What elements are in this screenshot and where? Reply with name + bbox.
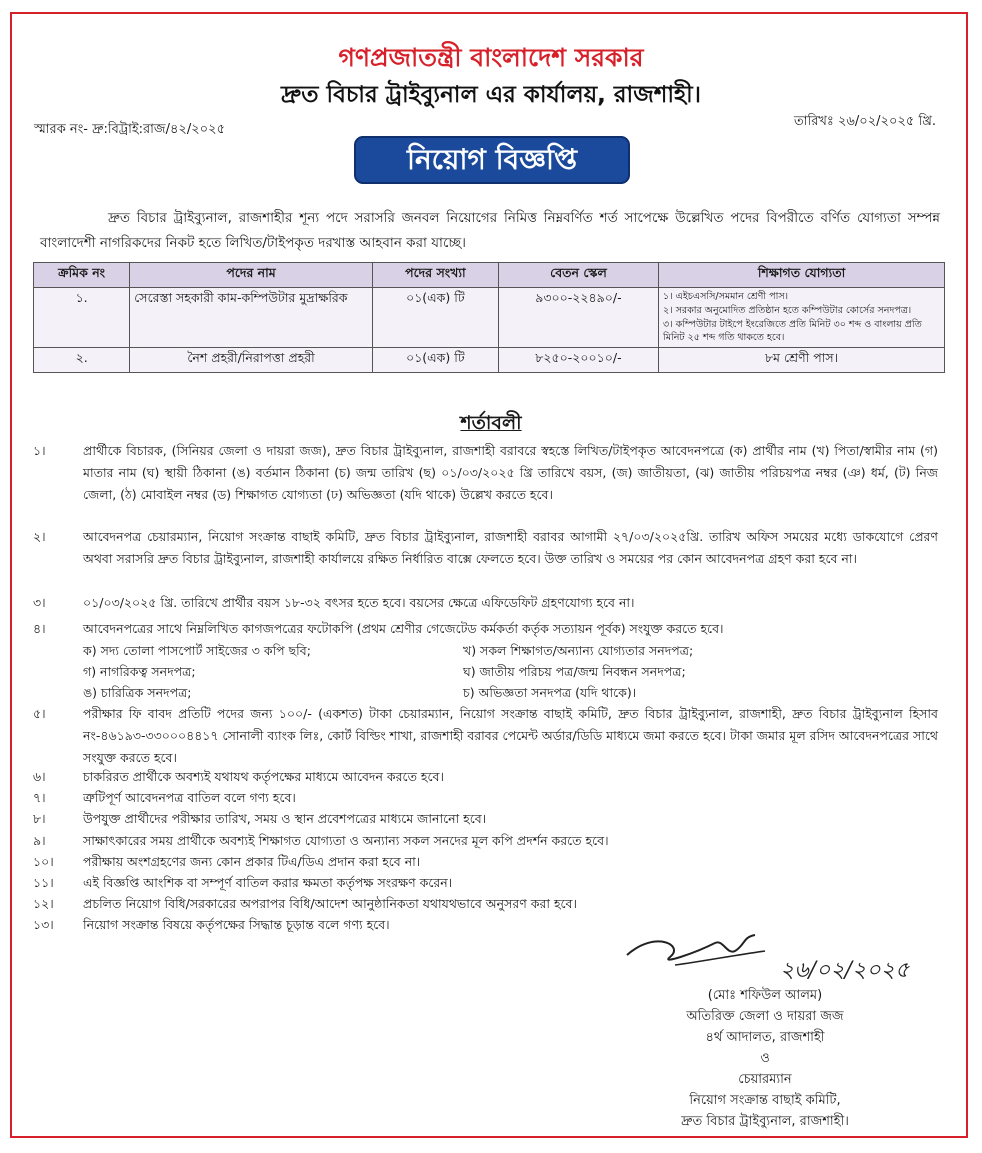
memo-number: স্মারক নং- দ্রু:বিট্রাই:রাজ/৪২/২০২৫ [34, 122, 226, 137]
document-item: খ) সকল শিক্ষাগত/অন্যান্য যোগ্যতার সনদপত্র; [463, 643, 694, 658]
condition-text: ০১/০৩/২০২৫ খ্রি. তারিখে প্রার্থীর বয়স ১৮-৩২ বৎসর হতে হবে। বয়সের ক্ষেত্রে এফিডেফিট গ্রহণযোগ্য হবে না। [83, 595, 635, 610]
condition-item [33, 851, 938, 873]
condition-item [33, 440, 938, 506]
row-serial: ১. [34, 288, 130, 348]
row-post-name: নৈশ প্রহরী/নিরাপত্তা প্রহরী [130, 348, 373, 373]
signatory-conjunction: ও [760, 1051, 770, 1066]
conditions-heading: শর্তাবলী [460, 412, 522, 434]
condition-number: ৯। [33, 833, 46, 848]
condition-item [33, 872, 938, 894]
condition-number: ১৩। [33, 917, 54, 932]
condition-item [33, 592, 938, 614]
header-post-count: পদের সংখ্যা [372, 263, 498, 288]
condition-text: চাকরিরত প্রার্থীকে অবশ্যই যথাযথ কর্তৃপক্ষের মাধ্যমে আবেদন করতে হবে। [83, 769, 444, 784]
condition-number: ৪। [33, 621, 46, 636]
row-post-count: ০১(এক) টি [372, 348, 498, 373]
condition-item [33, 893, 938, 915]
header-pay-scale: বেতন স্কেল [498, 263, 658, 288]
notice-date: তারিখঃ ২৬/০২/২০২৫ খ্রি. [793, 114, 936, 129]
signatory-role: চেয়ারম্যান [738, 1072, 792, 1087]
header-serial: ক্রমিক নং [34, 263, 130, 288]
required-documents [83, 640, 938, 703]
notice-banner: নিয়োগ বিজ্ঞপ্তি [354, 136, 630, 184]
condition-item [33, 808, 938, 830]
office-title: দ্রুত বিচার ট্রাইব্যুনাল এর কার্যালয়, রাজশাহী। [281, 82, 701, 108]
row-pay-scale: ৯৩০০-২২৪৯০/- [498, 288, 658, 348]
condition-text: পরীক্ষার ফি বাবদ প্রতিটি পদের জন্য ১০০/- (একশত) টাকা চেয়ারম্যান, নিয়োগ সংক্রান্ত বাছাই কমিটি, দ্রুত বিচার ট্রাইব্যুনাল, রাজশাহী, দ্রুত বিচার ট্রাইব্যুনাল হিসাব নং-৪৬১৯৩-৩৩০০০৪৪১৭ সোনালী ব্যাংক লিঃ, কোর্ট বিল্ডিং শাখা, রাজশাহী বরাবর পেমেন্ট অর্ডার/ডিডি মাধ্যমে জমা করতে হবে। টাকা জমার মূল রসিদ আবেদনপত্রের সাথে সংযুক্ত করতে হবে। [83, 706, 938, 765]
signatory-court: ৪র্থ আদালত, রাজশাহী [705, 1030, 825, 1045]
row-qualification: ৮ম শ্রেণী পাস। [659, 348, 945, 373]
condition-text: পরীক্ষায় অংশগ্রহণের জন্য কোন প্রকার টিএ/ডিএ প্রদান করা হবে না। [83, 854, 421, 869]
condition-item [33, 618, 938, 703]
row-post-count: ০১(এক) টি [372, 288, 498, 348]
signatory-name: (মোঃ শফিউল আলম) [707, 988, 823, 1003]
document-item: ঘ) জাতীয় পরিচয় পত্র/জন্ম নিবন্ধন সনদপত্র; [463, 664, 686, 679]
condition-number: ৮। [33, 811, 46, 826]
row-serial: ২. [34, 348, 130, 373]
qualification-item: ২। সরকার অনুমোদিত প্রতিষ্ঠান হতে কম্পিউটার কোর্সের সনদপত্র। [663, 305, 912, 316]
qualification-item: ১। এইচএসসি/সমমান শ্রেণী পাস। [663, 291, 788, 302]
signature-date: ২৬/০২/২০২৫ [780, 958, 910, 983]
condition-text: সাক্ষাৎকারের সময় প্রার্থীকে অবশ্যই শিক্ষাগত যোগ্যতা ও অন্যান্য সকল সনদের মূল কপি প্রদর্শন করতে হবে। [83, 833, 609, 848]
row-pay-scale: ৮২৫০-২০০১০/- [498, 348, 658, 373]
signatory-committee: নিয়োগ সংক্রান্ত বাছাই কমিটি, [689, 1093, 841, 1108]
qualification-item: ৩। কম্পিউটার টাইপে ইংরেজিতে প্রতি মিনিট ৩০ শব্দ ও বাংলায় প্রতি মিনিট ২৫ শব্দ গতি থাকতে হবে। [663, 319, 922, 343]
condition-number: ৫। [33, 706, 46, 721]
condition-item [33, 526, 938, 570]
condition-number: ১২। [33, 896, 54, 911]
condition-text: আবেদনপত্র চেয়ারম্যান, নিয়োগ সংক্রান্ত বাছাই কমিটি, দ্রুত বিচার ট্রাইব্যুনাল, রাজশাহী বরাবর আগামী ২৭/০৩/২০২৫খ্রি. তারিখ অফিস সময়ের মধ্যে ডাকযোগে প্রেরণ অথবা সরাসরি দ্রুত বিচার ট্রাইব্যুনাল, রাজশাহী কার্যালয়ে রক্ষিত নির্ধারিত বাক্সে ফেলতে হবে। উক্ত তারিখ ও সময়ের পর কোন আবেদনপত্র গ্রহণ করা হবে না। [83, 529, 938, 566]
signatory-office: দ্রুত বিচার ট্রাইব্যুনাল, রাজশাহী। [681, 1114, 849, 1129]
header-qualification: শিক্ষাগত যোগ্যতা [659, 263, 945, 288]
condition-text: প্রার্থীকে বিচারক, (সিনিয়র জেলা ও দায়রা জজ), দ্রুত বিচার ট্রাইব্যুনাল, রাজশাহী বরাবরে স্বহস্তে লিখিত/টাইপকৃত আবেদনপত্রে (ক) প্রার্থীর নাম (খ) পিতা/স্বামীর নাম (গ) মাতার নাম (ঘ) স্থায়ী ঠিকানা (ঙ) বর্তমান ঠিকানা (চ) জন্ম তারিখ (ছ) ০১/০৩/২০২৫ খ্রি তারিখে বয়স, (জ) জাতীয়তা, (ঝ) জাতীয় পরিচয়পত্র নম্বর (ঞ) ধর্ম, (ট) নিজ জেলা, (ঠ) মোবাইল নম্বর (ড) শিক্ষাগত যোগ্যতা (ঢ) অভিজ্ঞতা (যদি থাকে) উল্লেখ করতে হবে। [83, 443, 938, 502]
table-row [34, 348, 945, 373]
row-post-name: সেরেস্তা সহকারী কাম-কম্পিউটার মুদ্রাক্ষরিক [130, 288, 373, 348]
row-qualification [659, 288, 945, 348]
document-item: গ) নাগরিকত্ব সনদপত্র; [83, 664, 196, 679]
condition-text: এই বিজ্ঞপ্তি আংশিক বা সম্পূর্ণ বাতিল করার ক্ষমতা কর্তৃপক্ষ সংরক্ষণ করেন। [83, 875, 453, 890]
condition-text: নিয়োগ সংক্রান্ত বিষয়ে কর্তৃপক্ষের সিদ্ধান্ত চূড়ান্ত বলে গণ্য হবে। [83, 917, 390, 932]
condition-number: ২। [33, 529, 46, 544]
condition-number: ৬। [33, 769, 46, 784]
document-item: ক) সদ্য তোলা পাসপোর্ট সাইজের ৩ কপি ছবি; [83, 643, 311, 658]
signatory-block [600, 985, 930, 1132]
condition-text: ত্রুটিপূর্ণ আবেদনপত্র বাতিল বলে গণ্য হবে। [83, 790, 296, 805]
condition-number: ৭। [33, 790, 46, 805]
condition-text: আবেদনপত্রের সাথে নিম্নলিখিত কাগজপত্রের ফটোকপি (প্রথম শ্রেণীর গেজেটেড কর্মকর্তা কর্তৃক সত্যায়ন পূর্বক) সংযুক্ত করতে হবে। [83, 621, 724, 636]
signatory-designation: অতিরিক্ত জেলা ও দায়রা জজ [686, 1009, 844, 1024]
table-header-row [34, 263, 945, 288]
condition-text: উপযুক্ত প্রার্থীদের পরীক্ষার তারিখ, সময় ও স্থান প্রবেশপত্রের মাধ্যমে জানানো হবে। [83, 811, 487, 826]
condition-number: ৩। [33, 595, 46, 610]
table-row [34, 288, 945, 348]
header-post-name: পদের নাম [130, 263, 373, 288]
posts-table [33, 262, 945, 373]
document-item: ঙ) চারিত্রিক সনদপত্র; [83, 685, 192, 700]
condition-item [33, 703, 938, 769]
condition-item [33, 830, 938, 852]
government-title: গণপ্রজাতন্ত্রী বাংলাদেশ সরকার [338, 43, 644, 72]
condition-number: ১। [33, 443, 46, 458]
condition-number: ১০। [33, 854, 54, 869]
document-item: চ) অভিজ্ঞতা সনদপত্র (যদি থাকে)। [463, 685, 637, 700]
condition-item [33, 766, 938, 788]
condition-number: ১১। [33, 875, 54, 890]
condition-text: প্রচলিত নিয়োগ বিধি/সরকারের অপরাপর বিধি/আদেশ আনুষ্ঠানিকতা যথাযথভাবে অনুসরণ করা হবে। [83, 896, 577, 911]
intro-paragraph: দ্রুত বিচার ট্রাইব্যুনাল, রাজশাহীর শূন্য পদে সরাসরি জনবল নিয়োগের নিমিত্ত নিম্নবর্ণিত শর্ত সাপেক্ষে উল্লেখিত পদের বিপরীতে বর্ণিত যোগ্যতা সম্পন্ন বাংলাদেশী নাগরিকদের নিকট হতে লিখিত/টাইপকৃত দরখাস্ত আহবান করা যাচ্ছে। [40, 210, 940, 251]
condition-item [33, 787, 938, 809]
